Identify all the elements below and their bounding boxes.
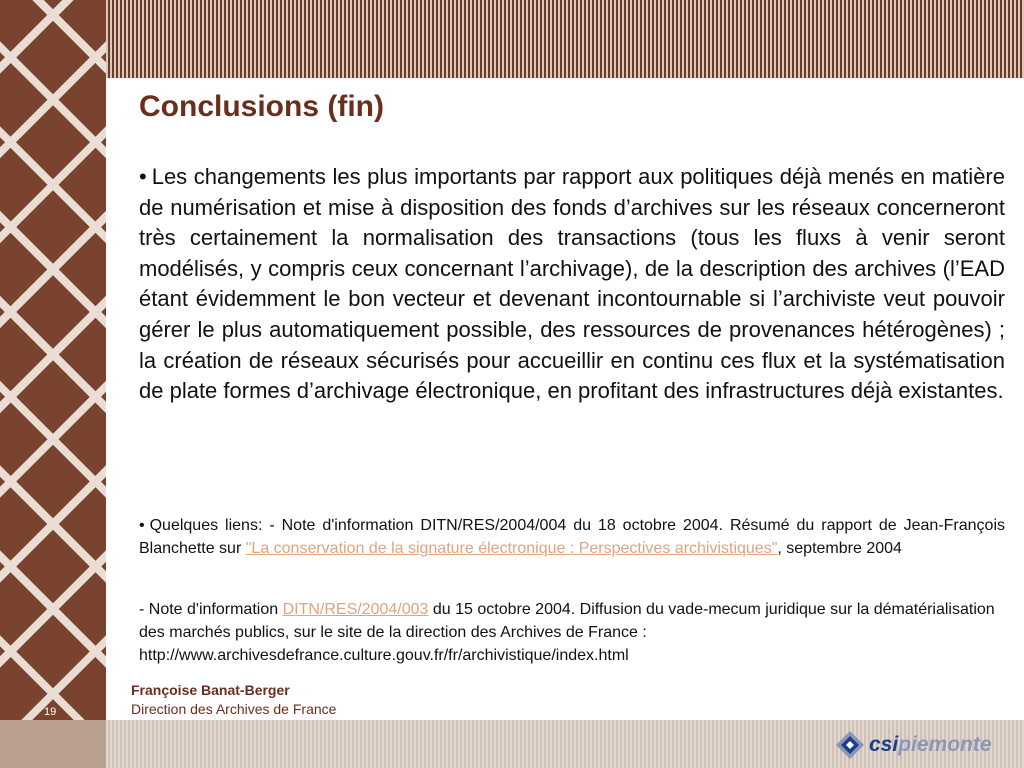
ditn-note-link[interactable]: DITN/RES/2004/003	[282, 601, 429, 618]
logo-text-csi: csi	[869, 733, 899, 756]
links-text-before: Quelques liens: - Note d'information DITN/RES/2004/004 du 18 octobre 2004. Résumé du rapport de Jean-François Blanchette sur	[139, 517, 1005, 557]
diamond-logo-icon	[835, 730, 865, 760]
top-decorative-band	[0, 0, 1024, 78]
left-decorative-band	[0, 0, 106, 720]
links-text-after: , septembre 2004	[777, 540, 902, 557]
bullet-icon: •	[139, 164, 147, 189]
logo-text-piemonte: piemonte	[898, 733, 992, 756]
footer-organization: Direction des Archives de France	[131, 701, 337, 717]
slide-title: Conclusions (fin)	[139, 90, 384, 123]
note-text-before: - Note d'information	[139, 601, 283, 618]
bullet-icon: •	[139, 517, 145, 534]
main-paragraph	[139, 162, 1005, 407]
csipiemonte-logo	[835, 728, 1005, 762]
footer-author: Françoise Banat-Berger	[131, 682, 290, 698]
main-paragraph-text: Les changements les plus importants par rapport aux politiques déjà menés en matière de numérisation et mise à disposition des fonds d’archives sur les réseaux concerneront très certainement la normalisation des transactions (tous les fluxs à venir seront modélisés, y compris ceux concernant l’archivage), de la description des archives (l’EAD étant évidemment le bon vecteur et devenant incontournable si l’archiviste veut pouvoir gérer le plus automatiquement possible, des ressources de provenances hétérogènes) ; la création de réseaux sécurisés pour accueillir en continu ces flux et la systématisation de plate formes d’archivage électronique, en profitant des infrastructures déjà existantes.	[139, 164, 1005, 404]
page-number: 19	[44, 706, 57, 718]
bottom-left-block	[0, 720, 106, 768]
links-paragraph	[139, 514, 1005, 560]
note-paragraph	[139, 598, 1005, 667]
note-text-after: du 15 octobre 2004. Diffusion du vade-mecum juridique sur la dématérialisation des marchés publics, sur le site de la direction des Archives de France : http://www.archivesdefrance.culture.gouv.fr/fr/archivistique/index.html	[139, 601, 995, 664]
signature-report-link[interactable]: "La conservation de la signature électronique : Perspectives archivistiques"	[245, 540, 778, 557]
